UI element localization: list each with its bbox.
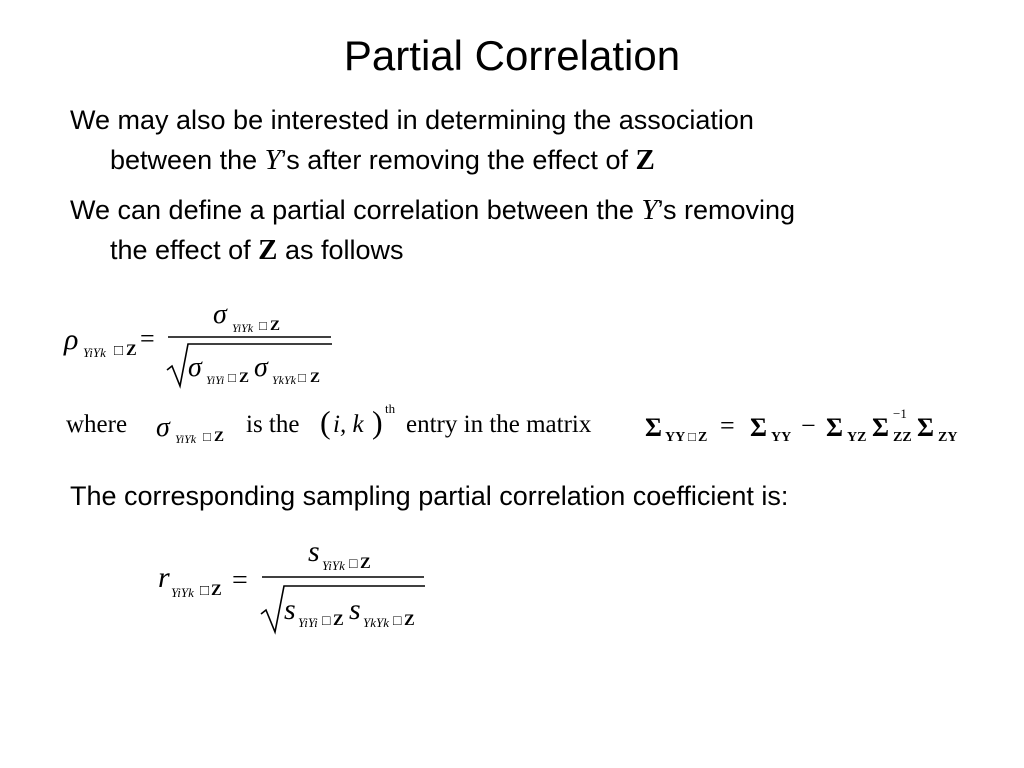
index-ik: i, k — [333, 411, 364, 438]
sigma-denom-1: σ — [188, 352, 202, 383]
r-box: □ — [200, 583, 210, 599]
subscript-zy: ZY — [938, 430, 958, 445]
sigma-where-subscript: YiYk — [175, 432, 197, 446]
denom-1-box: □ — [228, 370, 236, 385]
lhs-subscript-yy: YY — [665, 430, 686, 445]
equals-sign-2: = — [232, 565, 248, 596]
s-denom-2: s — [349, 593, 361, 626]
bullet-2-line1-pre: We can define a partial correlation between the — [70, 195, 642, 225]
sigma-numerator: σ — [213, 299, 227, 330]
denom-1-z: Z — [239, 370, 250, 386]
numerator-box: □ — [259, 318, 267, 333]
s-denom-1-box: □ — [322, 614, 331, 629]
numerator-subscript: YiYk — [232, 321, 254, 335]
sigma-yy: Σ — [750, 413, 767, 442]
th-superscript: th — [385, 401, 396, 416]
s-denom-1-z: Z — [333, 612, 344, 629]
symbol-y: Y — [264, 144, 281, 176]
bullet-2-line2-post: as follows — [277, 235, 404, 265]
paren-open: ( — [320, 404, 331, 440]
minus-sign: − — [801, 411, 816, 440]
s-numerator: s — [308, 535, 320, 568]
entry-text: entry in the matrix — [406, 411, 592, 438]
s-denom-1: s — [284, 593, 296, 626]
where-line — [66, 401, 957, 446]
inverse-superscript: −1 — [893, 406, 907, 421]
s-denom-2-z: Z — [404, 612, 415, 629]
slide-title: Partial Correlation — [343, 32, 681, 79]
bullet-1-line1: We may also be interested in determining the association — [70, 105, 754, 135]
lhs-box: □ — [688, 429, 696, 444]
symbol-z: Z — [258, 234, 278, 266]
matrix-equals: = — [720, 411, 735, 440]
symbol-z: Z — [635, 144, 655, 176]
numerator-z: Z — [270, 318, 281, 334]
bullet-1-line2-pre: between the — [110, 145, 265, 175]
sigma-zz: Σ — [872, 413, 889, 442]
sigma-yz: Σ — [826, 413, 843, 442]
s-denom-2-box: □ — [393, 614, 402, 629]
lhs-z: Z — [698, 430, 708, 445]
sigma-zy: Σ — [917, 413, 934, 442]
denom-2-z: Z — [310, 370, 321, 386]
rho-box: □ — [114, 343, 124, 359]
rho-subscript: YiYk — [83, 345, 106, 360]
subscript-zz: ZZ — [893, 430, 912, 445]
sigma-where-box: □ — [203, 429, 211, 444]
denom-2-box: □ — [298, 370, 306, 385]
s-denom-1-subscript: YiYi — [298, 615, 318, 630]
r-subscript: YiYk — [171, 585, 194, 600]
paren-close: ) — [372, 404, 383, 440]
symbol-y: Y — [641, 194, 658, 226]
bullet-2-line2-pre: the effect of — [110, 235, 259, 265]
sigma-where: σ — [156, 412, 170, 443]
equals-sign: = — [140, 324, 155, 353]
denom-2-subscript: YkYk — [272, 373, 296, 387]
where-word: where — [66, 411, 128, 438]
closing-text: The corresponding sampling partial correlation coefficient is: — [70, 481, 789, 511]
bullet-1-line2-mid: ’s after removing the effect of — [280, 145, 636, 175]
equation-partial-correlation — [63, 299, 332, 387]
subscript-yz: YZ — [847, 430, 867, 445]
s-numerator-box: □ — [349, 557, 358, 572]
s-denom-2-subscript: YkYk — [363, 615, 389, 630]
s-numerator-z: Z — [360, 555, 371, 572]
sigma-denom-2: σ — [254, 352, 268, 383]
sigma-where-z: Z — [214, 429, 225, 445]
rho-symbol: ρ — [64, 323, 79, 356]
r-z: Z — [211, 582, 222, 599]
s-numerator-subscript: YiYk — [322, 558, 345, 573]
r-symbol: r — [158, 561, 170, 594]
bullet-2-line1-post: ’s removing — [657, 195, 796, 225]
sigma-matrix-lhs: Σ — [645, 413, 662, 442]
denom-1-subscript: YiYi — [206, 373, 225, 387]
rho-z: Z — [126, 342, 137, 359]
is-the-text: is the — [246, 411, 300, 438]
equation-sample-partial-correlation — [158, 535, 425, 632]
subscript-yy: YY — [771, 430, 792, 445]
closing-text-block — [70, 476, 970, 526]
